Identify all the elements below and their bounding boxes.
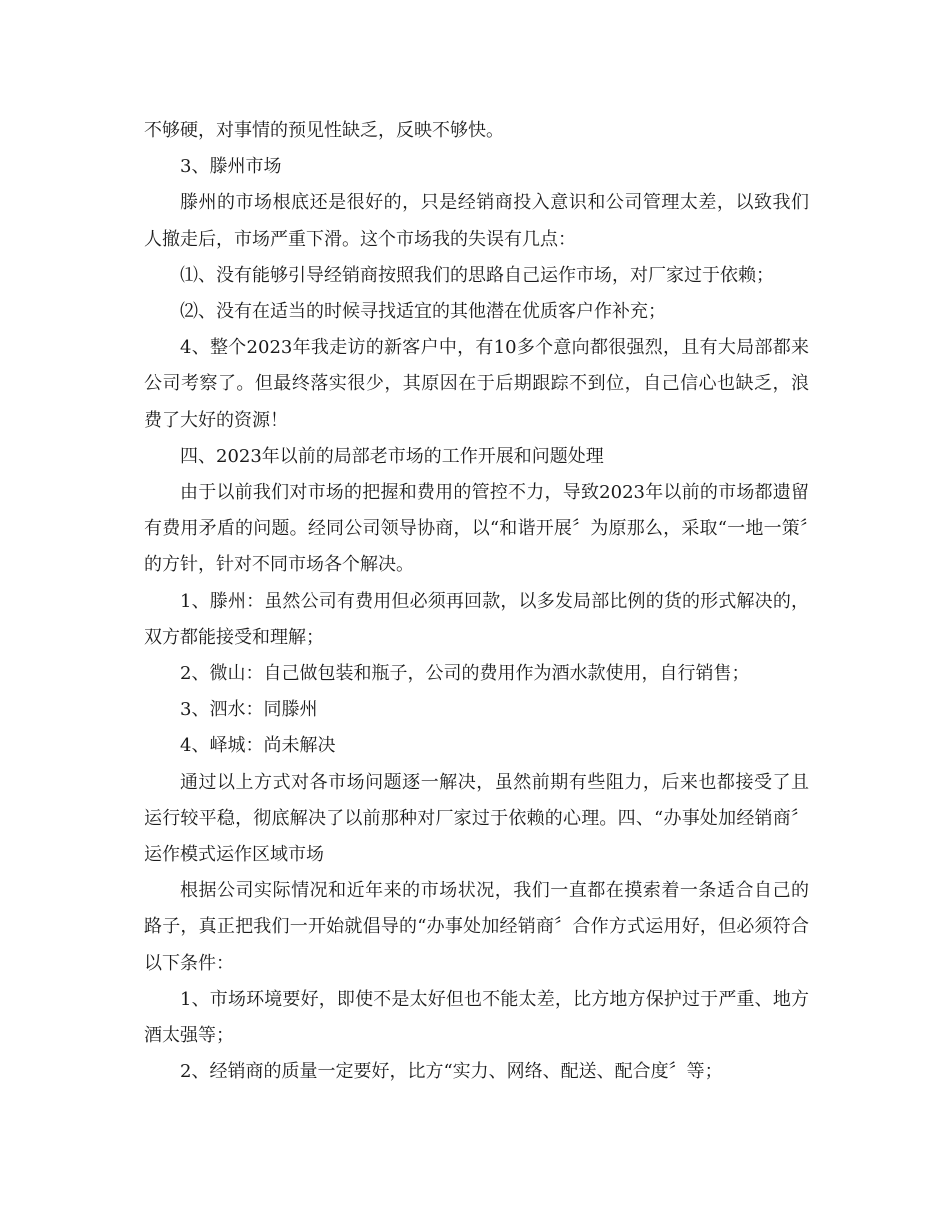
paragraph: 1、滕州：虽然公司有费用但必须再回款，以多发局部比例的货的形式解决的，双方都能接受和理解； <box>144 590 809 648</box>
paragraph: 1、市场环境要好，即使不是太好但也不能太差，比方地方保护过于严重、地方酒太强等； <box>144 988 809 1047</box>
paragraph: 2、微山：自己做包装和瓶子，公司的费用作为酒水款使用，自行销售； <box>180 663 750 685</box>
paragraph: 2、经销商的质量一定要好，比方“实力、网络、配送、配合度〞等； <box>180 1061 723 1083</box>
document-body <box>144 113 809 1090</box>
paragraph: 根据公司实际情况和近年来的市场状况，我们一直都在摸索着一条适合自己的路子，真正把我们一开始就倡导的“办事处加经销商〞合作方式运用好，但必须符合以下条件： <box>144 880 809 974</box>
paragraph: 4、整个2023年我走访的新客户中，有10多个意向都很强烈，且有大局部都来公司考察了。但最终落实很少，其原因在于后期跟踪不到位，自己信心也缺乏，浪费了大好的资源！ <box>144 337 809 431</box>
paragraph: 通过以上方式对各市场问题逐一解决，虽然前期有些阻力，后来也都接受了且运行较平稳，彻底解决了以前那种对厂家过于依赖的心理。四、“办事处加经销商〞运作模式运作区域市场 <box>144 771 809 866</box>
paragraph: 3、滕州市场 <box>180 156 282 178</box>
paragraph: 由于以前我们对市场的把握和费用的管控不力，导致2023年以前的市场都遗留有费用矛盾的问题。经同公司领导协商，以“和谐开展〞为原那么，采取“一地一策〞的方针，针对不同市场各个解决。 <box>144 482 809 576</box>
paragraph: ⑵、没有在适当的时候寻找适宜的其他潜在优质客户作补充； <box>180 301 666 323</box>
paragraph: 不够硬，对事情的预见性缺乏，反映不够快。 <box>144 120 504 141</box>
paragraph: ⑴、没有能够引导经销商按照我们的思路自己运作市场，对厂家过于依赖； <box>180 264 774 286</box>
paragraph: 滕州的市场根底还是很好的，只是经销商投入意识和公司管理太差，以致我们人撤走后，市场严重下滑。这个市场我的失误有几点： <box>144 192 809 250</box>
paragraph: 3、泗水：同滕州 <box>180 699 318 721</box>
section-heading: 四、2023年以前的局部老市场的工作开展和问题处理 <box>180 445 604 467</box>
paragraph: 4、峄城：尚未解决 <box>180 735 336 757</box>
